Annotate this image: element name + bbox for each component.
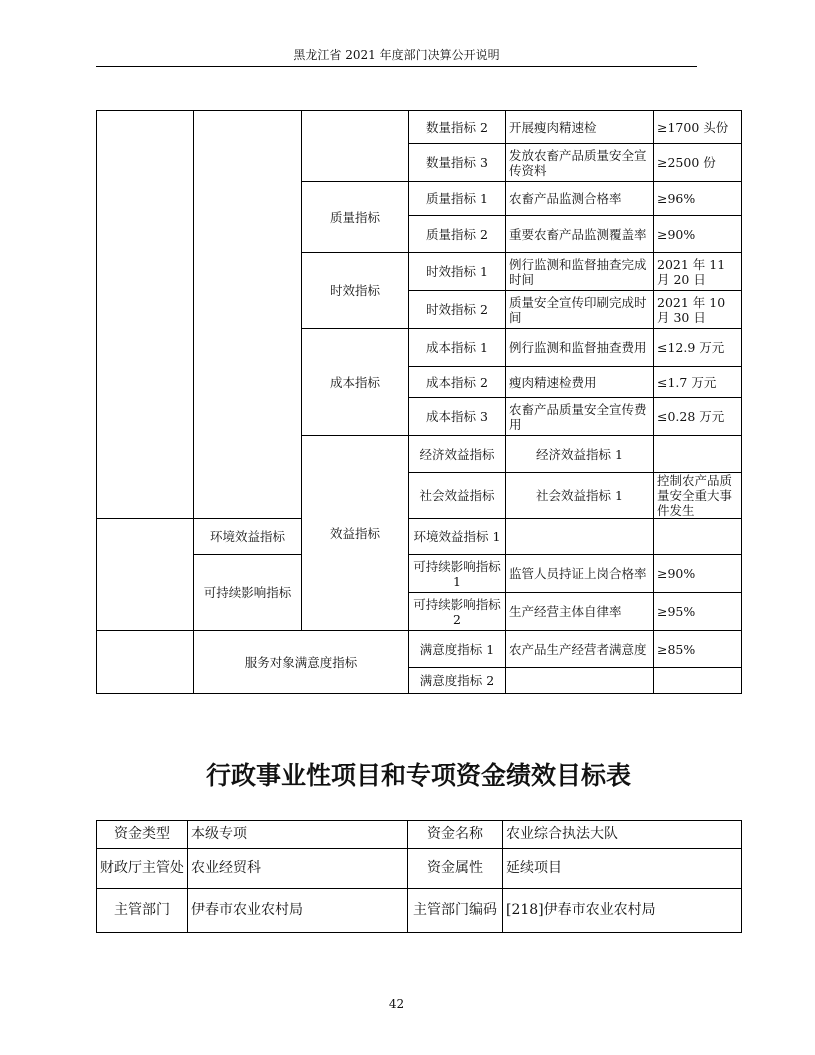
indicator-name: 满意度指标 2 — [409, 668, 506, 694]
indicator-name: 可持续影响指标 1 — [409, 555, 506, 593]
social-benefit-label: 社会效益指标 — [409, 473, 506, 519]
indicator-content: 重要农畜产品监测覆盖率 — [506, 216, 654, 253]
indicator-name: 成本指标 3 — [409, 398, 506, 436]
sustainable-impact-label: 可持续影响指标 — [194, 555, 302, 631]
indicator-name: 数量指标 2 — [409, 111, 506, 144]
indicator-content: 瘦肉精速检费用 — [506, 367, 654, 398]
environment-benefit-label: 环境效益指标 — [194, 519, 302, 555]
indicator-name: 社会效益指标 1 — [506, 473, 654, 519]
table-row — [97, 519, 742, 555]
indicator-content: 发放农畜产品质量安全宣传资料 — [506, 144, 654, 182]
header-rule — [96, 66, 697, 67]
satisfaction-indicator-label: 服务对象满意度指标 — [194, 631, 409, 694]
indicator-name: 时效指标 2 — [409, 291, 506, 329]
indicator-name: 成本指标 1 — [409, 329, 506, 367]
indicator-content: 农畜产品监测合格率 — [506, 182, 654, 216]
table-row — [97, 889, 742, 933]
indicator-value: ≤1.7 万元 — [654, 367, 742, 398]
fund-type-value: 本级专项 — [188, 821, 408, 849]
page-header: 黑龙江省 2021 年度部门决算公开说明 — [293, 48, 500, 62]
indicator-content — [506, 519, 654, 555]
indicator-content: 控制农产品质量安全重大事件发生 — [654, 473, 742, 519]
performance-indicator-table — [96, 110, 742, 694]
quantity-indicator-cell — [302, 111, 409, 182]
fund-attr-value: 延续项目 — [503, 849, 742, 889]
fund-info-table — [96, 820, 742, 933]
table-row — [97, 821, 742, 849]
finance-dept-label: 财政厅主管处 — [97, 849, 188, 889]
indicator-content — [654, 436, 742, 473]
timeliness-indicator-label: 时效指标 — [302, 253, 409, 329]
economic-benefit-label: 经济效益指标 — [409, 436, 506, 473]
supervisor-value: 伊春市农业农村局 — [188, 889, 408, 933]
level2-cell-blank — [194, 111, 302, 519]
indicator-name: 经济效益指标 1 — [506, 436, 654, 473]
indicator-content: 农产品生产经营者满意度 — [506, 631, 654, 668]
quality-indicator-label: 质量指标 — [302, 182, 409, 253]
indicator-name: 时效指标 1 — [409, 253, 506, 291]
supervisor-label: 主管部门 — [97, 889, 188, 933]
page-number: 42 — [388, 997, 405, 1011]
indicator-value: ≥2500 份 — [654, 144, 742, 182]
indicator-value: 2021 年 10 月 30 日 — [654, 291, 742, 329]
indicator-content: 农畜产品质量安全宣传费用 — [506, 398, 654, 436]
indicator-value: ≥95% — [654, 593, 742, 631]
indicator-value: ≥96% — [654, 182, 742, 216]
indicator-content: 质量安全宣传印刷完成时间 — [506, 291, 654, 329]
finance-dept-value: 农业经贸科 — [188, 849, 408, 889]
indicator-name: 数量指标 3 — [409, 144, 506, 182]
table-row — [97, 111, 742, 144]
indicator-value: 2021 年 11 月 20 日 — [654, 253, 742, 291]
indicator-content: 生产经营主体自律率 — [506, 593, 654, 631]
indicator-content — [506, 668, 654, 694]
indicator-name: 可持续影响指标 2 — [409, 593, 506, 631]
indicator-value — [654, 668, 742, 694]
benefit-indicator-label: 效益指标 — [302, 436, 409, 631]
blank-cell — [97, 631, 194, 694]
indicator-value — [654, 519, 742, 555]
indicator-value: ≥90% — [654, 216, 742, 253]
indicator-content: 开展瘦肉精速检 — [506, 111, 654, 144]
indicator-content: 例行监测和监督抽查费用 — [506, 329, 654, 367]
blank-cell — [97, 519, 194, 631]
cost-indicator-label: 成本指标 — [302, 329, 409, 436]
level1-cell-blank — [97, 111, 194, 519]
indicator-content: 例行监测和监督抽查完成时间 — [506, 253, 654, 291]
fund-type-label: 资金类型 — [97, 821, 188, 849]
indicator-value: ≥85% — [654, 631, 742, 668]
table-row — [97, 555, 742, 593]
indicator-name: 环境效益指标 1 — [409, 519, 506, 555]
indicator-value: ≤12.9 万元 — [654, 329, 742, 367]
fund-attr-label: 资金属性 — [408, 849, 503, 889]
section-title: 行政事业性项目和专项资金绩效目标表 — [205, 761, 631, 790]
table-row — [97, 631, 742, 668]
indicator-value: ≥90% — [654, 555, 742, 593]
indicator-name: 成本指标 2 — [409, 367, 506, 398]
table-row — [97, 849, 742, 889]
supervisor-code-label: 主管部门编码 — [408, 889, 503, 933]
indicator-name: 质量指标 1 — [409, 182, 506, 216]
indicator-name: 满意度指标 1 — [409, 631, 506, 668]
indicator-name: 质量指标 2 — [409, 216, 506, 253]
indicator-content: 监管人员持证上岗合格率 — [506, 555, 654, 593]
fund-name-value: 农业综合执法大队 — [503, 821, 742, 849]
supervisor-code-value: [218]伊春市农业农村局 — [503, 889, 742, 933]
indicator-value: ≤0.28 万元 — [654, 398, 742, 436]
indicator-value: ≥1700 头份 — [654, 111, 742, 144]
fund-name-label: 资金名称 — [408, 821, 503, 849]
